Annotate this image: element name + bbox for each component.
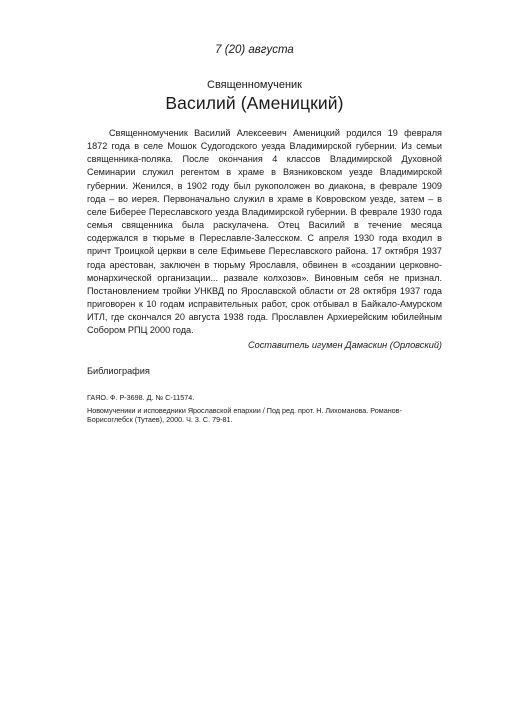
saint-rank: Священномученик	[207, 79, 302, 91]
author-line: Составитель игумен Дамаскин (Орловский)	[247, 340, 442, 350]
bibliography-item: Новомученики и исповедники Ярославской епархии / Под ред. прот. Н. Лихоманова. Романов-Борисоглебск (Тутаев), 2000. Ч. 3. С. 79-81.	[87, 405, 402, 425]
biography-paragraph: Священномученик Василий Алексеевич Аменицкий родился 19 февраля 1872 года в селе Мошок Судогодского уезда Владимирской губернии. Из семьи священника-поляка. После окончания 4 классов Владимирской Духовной Семинарии служил регентом в храме в Вязниковском уезде Владимирской губернии. Женился, в 1902 году был рукоположен во диакона, в феврале 1909 года – во иерея. Первоначально служил в храме в Ковровском уезде, затем – в селе Биберее Переславского уезда Владимирской губернии. В феврале 1930 года семья священника была раскулачена. Отец Василий в течение месяца содержался в тюрьме в Переславле-Залесском. С апреля 1930 года входил в причт Троицкой церкви в селе Ефимьеве Переславского района. 17 октября 1937 года арестован, заключен в тюрьму Ярославля, обвинен в «создании церковно-монархической организации... развале колхозов». Виновным себя не признал. Постановлением тройки УНКВД по Ярославской области от 28 октября 1937 года приговорен к 10 годам исправительных работ, срок отбывал в Байкало-Амурском ИТЛ, где скончался 20 августа 1938 года. Прославлен Архиерейским юбилейным Собором РПЦ 2000 года.	[87, 128, 442, 336]
saint-name: Василий (Аменицкий)	[165, 93, 344, 113]
bibliography-item: ГАЯО. Ф. Р-3698. Д. № С-11574.	[87, 393, 195, 402]
bibliography-heading: Библиография	[87, 366, 150, 376]
bibliography-list	[87, 393, 447, 428]
feast-date: 7 (20) августа	[215, 44, 294, 56]
